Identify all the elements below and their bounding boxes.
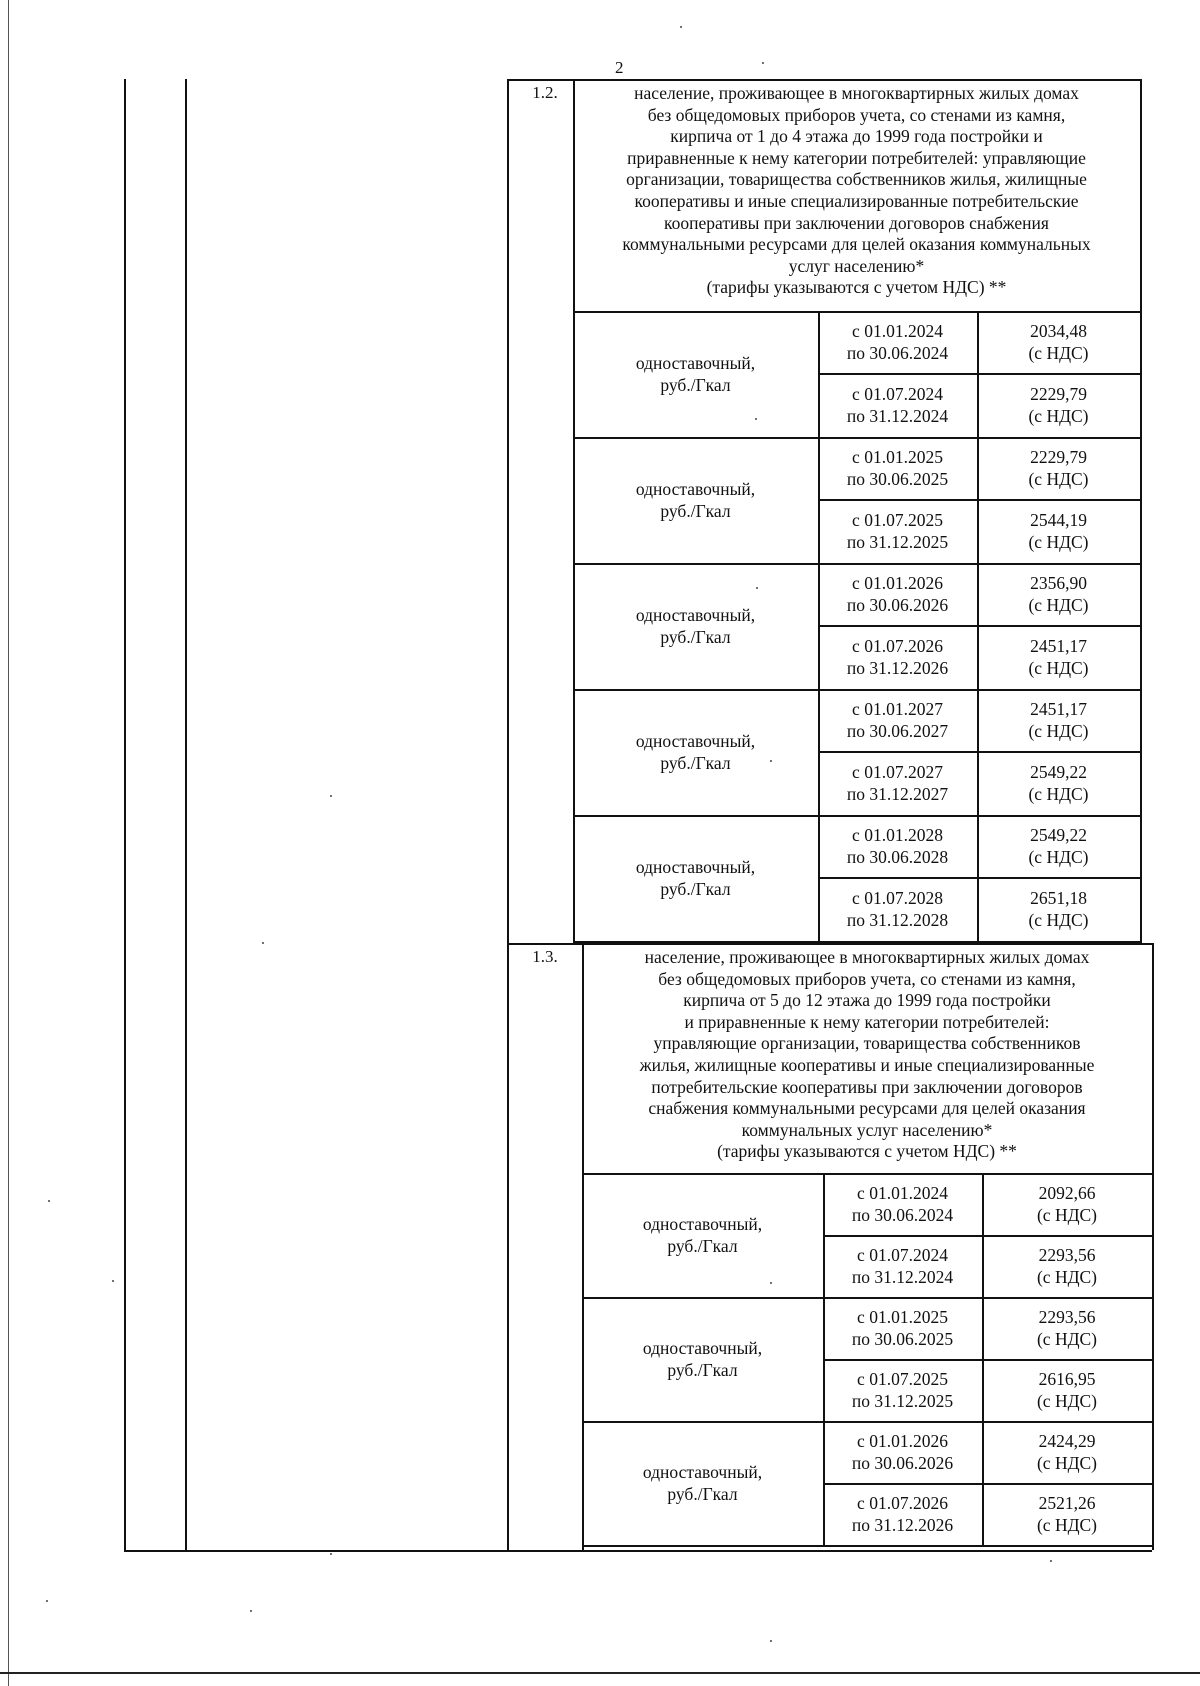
scan-speck xyxy=(770,760,772,762)
period-cell xyxy=(818,751,977,815)
period-from: с 01.07.2025 xyxy=(857,1369,948,1389)
description-line: кирпича от 5 до 12 этажа до 1999 года постройки xyxy=(683,990,1051,1011)
period-cell xyxy=(818,373,977,437)
tariff-value: 2229,79 xyxy=(1030,447,1087,467)
period-to: по 30.06.2024 xyxy=(851,1205,954,1225)
vat-note: (с НДС) xyxy=(1028,658,1089,678)
tariff-value-cell xyxy=(977,751,1140,815)
period-from: с 01.01.2028 xyxy=(852,825,943,845)
scan-speck xyxy=(262,942,264,944)
scan-speck xyxy=(680,26,682,28)
scan-speck xyxy=(330,795,332,797)
period-to: по 30.06.2024 xyxy=(846,343,949,363)
tariff-value-cell xyxy=(982,1173,1152,1235)
vat-note: (с НДС) xyxy=(1028,784,1089,804)
period-cell xyxy=(823,1235,982,1297)
scan-speck xyxy=(48,1200,50,1202)
period-to: по 31.12.2028 xyxy=(846,910,949,930)
rate-unit-label: руб./Гкал xyxy=(667,1484,738,1504)
rate-type-label: одноставочный, xyxy=(635,353,756,373)
period-to: по 30.06.2026 xyxy=(851,1453,954,1473)
period-cell xyxy=(823,1359,982,1421)
scan-speck xyxy=(1050,1560,1052,1562)
rate-type-label: одноставочный, xyxy=(635,479,756,499)
tariff-value-cell xyxy=(977,311,1140,373)
tariff-value: 2356,90 xyxy=(1030,573,1087,593)
section-description xyxy=(582,947,1152,1163)
scan-speck xyxy=(46,1600,48,1602)
period-cell xyxy=(823,1297,982,1359)
period-to: по 31.12.2025 xyxy=(846,532,949,552)
tariff-value-cell xyxy=(982,1359,1152,1421)
description-line: без общедомовых приборов учета, со стенами из камня, xyxy=(647,104,1066,125)
tariff-value-cell xyxy=(977,563,1140,625)
section-description xyxy=(573,83,1140,299)
description-line: приравненные к нему категории потребителей: управляющие xyxy=(627,147,1086,168)
table-column-divider xyxy=(185,79,187,1550)
section-number: 1.2. xyxy=(532,83,558,102)
period-cell xyxy=(818,815,977,877)
section-top-border xyxy=(507,943,1152,945)
tariff-value-cell xyxy=(982,1297,1152,1359)
period-from: с 01.01.2024 xyxy=(857,1183,948,1203)
rate-type-label: одноставочный, xyxy=(642,1462,763,1482)
description-line: кооперативы и иные специализированные потребительские xyxy=(634,190,1079,211)
period-from: с 01.07.2028 xyxy=(852,888,943,908)
period-cell xyxy=(823,1421,982,1483)
description-line: население, проживающее в многоквартирных жилых домах xyxy=(644,947,1090,967)
period-to: по 31.12.2024 xyxy=(851,1267,954,1287)
rate-type-cell xyxy=(573,563,818,689)
tariff-value: 2549,22 xyxy=(1030,825,1087,845)
description-line: кооперативы при заключении договоров снабжения xyxy=(664,212,1049,233)
scan-speck xyxy=(756,587,758,589)
tariff-value-cell xyxy=(977,625,1140,689)
tariff-value: 2293,56 xyxy=(1038,1245,1096,1265)
page-number: 2 xyxy=(615,58,624,77)
tariff-value-cell xyxy=(977,437,1140,499)
period-cell xyxy=(818,437,977,499)
tariff-value: 2549,22 xyxy=(1030,762,1087,782)
table-border-right xyxy=(1140,79,1142,943)
period-to: по 31.12.2024 xyxy=(846,406,949,426)
period-cell xyxy=(818,877,977,941)
rate-type-cell xyxy=(573,311,818,437)
period-from: с 01.01.2025 xyxy=(852,447,943,467)
description-line: организации, товарищества собственников жилья, жилищные xyxy=(626,169,1087,190)
period-from: с 01.01.2026 xyxy=(852,573,943,593)
scan-speck xyxy=(112,1280,114,1282)
scan-speck xyxy=(770,1282,772,1284)
period-to: по 31.12.2027 xyxy=(846,784,949,804)
description-line: (тарифы указываются с учетом НДС) ** xyxy=(706,277,1007,298)
tariff-value-cell xyxy=(982,1235,1152,1297)
period-cell xyxy=(818,311,977,373)
rate-unit-label: руб./Гкал xyxy=(660,753,731,773)
tariff-value: 2451,17 xyxy=(1030,636,1087,656)
tariff-value-cell xyxy=(977,499,1140,563)
description-line: управляющие организации, товарищества собственников xyxy=(653,1033,1081,1054)
rate-type-label: одноставочный, xyxy=(642,1338,763,1358)
vat-note: (с НДС) xyxy=(1036,1391,1098,1411)
tariff-value: 2092,66 xyxy=(1038,1183,1096,1203)
tariff-value: 2651,18 xyxy=(1030,888,1087,908)
table-column-divider xyxy=(507,79,509,1550)
rate-type-cell xyxy=(582,1173,823,1297)
tariff-value-cell xyxy=(982,1483,1152,1545)
table-border-left xyxy=(124,79,126,1550)
period-from: с 01.01.2024 xyxy=(852,321,943,341)
period-to: по 31.12.2026 xyxy=(846,658,949,678)
tariff-value-cell xyxy=(982,1421,1152,1483)
section-number: 1.3. xyxy=(532,947,558,966)
period-to: по 30.06.2026 xyxy=(846,595,949,615)
description-line: (тарифы указываются с учетом НДС) ** xyxy=(717,1141,1017,1162)
rate-unit-label: руб./Гкал xyxy=(660,879,731,899)
vat-note: (с НДС) xyxy=(1028,532,1089,552)
table-border-right xyxy=(1152,943,1154,1550)
description-line: услуг населению* xyxy=(788,255,925,276)
vat-note: (с НДС) xyxy=(1036,1267,1098,1287)
rate-unit-label: руб./Гкал xyxy=(660,375,731,395)
scan-speck xyxy=(330,1553,332,1555)
vat-note: (с НДС) xyxy=(1028,910,1089,930)
tariff-value-cell xyxy=(977,877,1140,941)
section-top-border xyxy=(507,79,1140,81)
period-from: с 01.07.2026 xyxy=(857,1493,948,1513)
table-border-bottom xyxy=(124,1550,1152,1552)
period-from: с 01.01.2026 xyxy=(857,1431,948,1451)
rate-type-cell xyxy=(582,1421,823,1545)
period-from: с 01.07.2025 xyxy=(852,510,943,530)
vat-note: (с НДС) xyxy=(1036,1205,1098,1225)
group-bottom-border xyxy=(582,1545,1152,1547)
period-from: с 01.07.2024 xyxy=(852,384,943,404)
period-cell xyxy=(823,1483,982,1545)
description-line: снабжения коммунальными ресурсами для целей оказания xyxy=(648,1098,1086,1119)
description-line: без общедомовых приборов учета, со стенами из камня, xyxy=(658,968,1076,989)
period-cell xyxy=(823,1173,982,1235)
period-cell xyxy=(818,689,977,751)
description-line: потребительские кооперативы при заключении договоров xyxy=(651,1076,1083,1097)
rate-unit-label: руб./Гкал xyxy=(660,501,731,521)
period-to: по 30.06.2025 xyxy=(846,469,949,489)
vat-note: (с НДС) xyxy=(1028,406,1089,426)
description-line: жилья, жилищные кооперативы и иные специализированные xyxy=(639,1054,1095,1075)
rate-type-label: одноставочный, xyxy=(635,605,756,625)
rate-type-label: одноставочный, xyxy=(635,731,756,751)
period-cell xyxy=(818,625,977,689)
period-to: по 31.12.2025 xyxy=(851,1391,954,1411)
tariff-value-cell xyxy=(977,815,1140,877)
vat-note: (с НДС) xyxy=(1036,1453,1098,1473)
rate-unit-label: руб./Гкал xyxy=(660,627,731,647)
description-line: коммунальных услуг населению* xyxy=(741,1119,993,1140)
rate-type-label: одноставочный, xyxy=(642,1214,763,1234)
tariff-value: 2034,48 xyxy=(1030,321,1087,341)
description-line: коммунальными ресурсами для целей оказания коммунальных xyxy=(622,234,1091,255)
period-to: по 30.06.2025 xyxy=(851,1329,954,1349)
rate-type-cell xyxy=(582,1297,823,1421)
page-bottom-edge xyxy=(0,1672,1200,1674)
vat-note: (с НДС) xyxy=(1028,847,1089,867)
period-from: с 01.01.2027 xyxy=(852,699,943,719)
vat-note: (с НДС) xyxy=(1028,595,1089,615)
tariff-value: 2293,56 xyxy=(1038,1307,1096,1327)
rate-type-label: одноставочный, xyxy=(635,857,756,877)
description-line: и приравненные к нему категории потребителей: xyxy=(684,1011,1050,1032)
tariff-value-cell xyxy=(977,373,1140,437)
rate-unit-label: руб./Гкал xyxy=(667,1360,738,1380)
period-from: с 01.07.2026 xyxy=(852,636,943,656)
vat-note: (с НДС) xyxy=(1028,469,1089,489)
period-from: с 01.01.2025 xyxy=(857,1307,948,1327)
vat-note: (с НДС) xyxy=(1036,1329,1098,1349)
description-line: кирпича от 1 до 4 этажа до 1999 года постройки и xyxy=(670,126,1043,147)
period-to: по 31.12.2026 xyxy=(851,1515,954,1535)
tariff-value: 2616,95 xyxy=(1038,1369,1096,1389)
page-left-edge xyxy=(8,0,9,1686)
tariff-value: 2521,26 xyxy=(1038,1493,1096,1513)
tariff-value: 2544,19 xyxy=(1030,510,1087,530)
period-to: по 30.06.2028 xyxy=(846,847,949,867)
period-from: с 01.07.2027 xyxy=(852,762,943,782)
description-line: население, проживающее в многоквартирных жилых домах xyxy=(634,83,1079,103)
rate-type-cell xyxy=(573,689,818,815)
period-cell xyxy=(818,499,977,563)
vat-note: (с НДС) xyxy=(1036,1515,1098,1535)
rate-type-cell xyxy=(573,815,818,941)
tariff-value: 2229,79 xyxy=(1030,384,1087,404)
tariff-value-cell xyxy=(977,689,1140,751)
scan-speck xyxy=(755,418,757,420)
period-cell xyxy=(818,563,977,625)
period-from: с 01.07.2024 xyxy=(857,1245,948,1265)
rate-type-cell xyxy=(573,437,818,563)
scan-speck xyxy=(770,1640,772,1642)
tariff-value: 2451,17 xyxy=(1030,699,1087,719)
scan-speck xyxy=(762,62,764,64)
rate-unit-label: руб./Гкал xyxy=(667,1236,738,1256)
scan-speck xyxy=(250,1610,252,1612)
vat-note: (с НДС) xyxy=(1028,343,1089,363)
vat-note: (с НДС) xyxy=(1028,721,1089,741)
period-to: по 30.06.2027 xyxy=(846,721,949,741)
tariff-value: 2424,29 xyxy=(1038,1431,1096,1451)
